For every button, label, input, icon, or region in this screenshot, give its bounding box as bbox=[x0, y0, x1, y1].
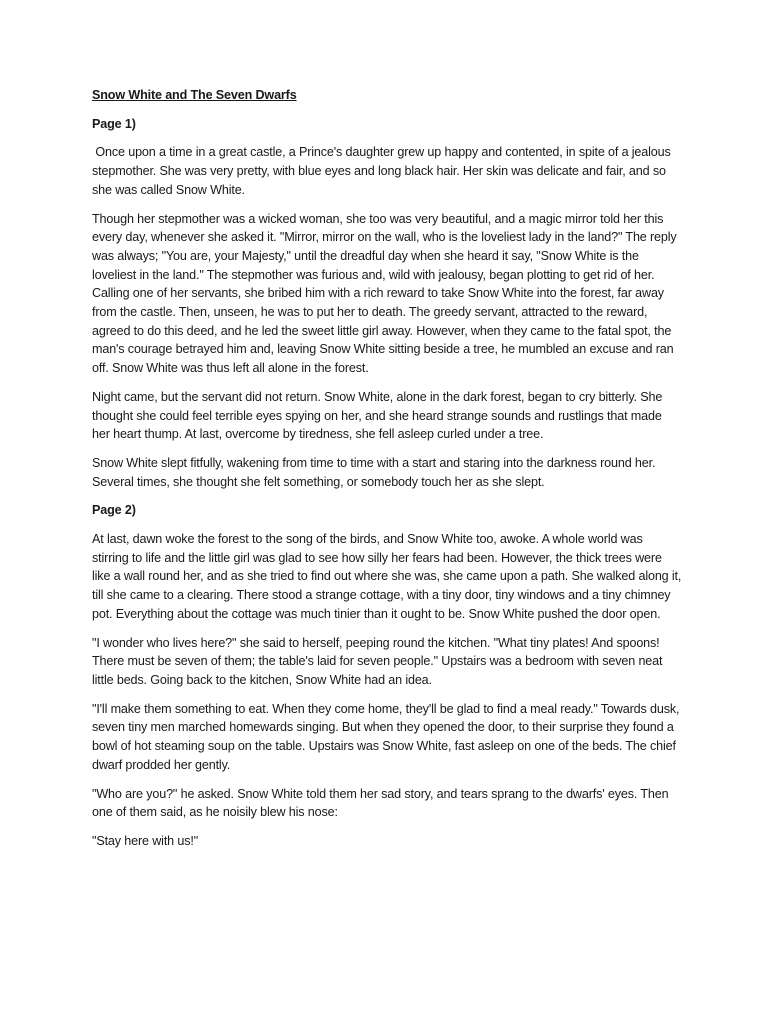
paragraph: "Stay here with us!" bbox=[92, 833, 199, 848]
document-page bbox=[92, 86, 682, 861]
paragraph: Though her stepmother was a wicked woman, she too was very beautiful, and a magic mirror told her this every day, whenever she asked it. "Mirror, mirror on the wall, who is the loveliest lady in the land?" The reply was always; "You are, your Majesty," until the dreadful day when she heard it say, "Snow White is the loveliest in the land." The stepmother was furious and, wild with jealousy, began plotting to get rid of her. Calling one of her servants, she bribed him with a rich reward to take Snow White into the forest, far away from the castle. Then, unseen, he was to put her to death. The greedy servant, attracted to the reward, agreed to do this deed, and he led the sweet little girl away. However, when they came to the fatal spot, the man's courage betrayed him and, leaving Snow White sitting beside a tree, he mumbled an excuse and ran off. Snow White was thus left all alone in the forest. bbox=[92, 211, 677, 376]
paragraph: "I wonder who lives here?" she said to herself, peeping round the kitchen. "What tiny plates! And spoons! There must be seven of them; the table's laid for seven people." Upstairs was a bedroom with seven neat little beds. Going back to the kitchen, Snow White had an idea. bbox=[92, 635, 663, 687]
paragraph: "Who are you?" he asked. Snow White told them her sad story, and tears sprang to the dwarfs' eyes. Then one of them said, as he noisily blew his nose: bbox=[92, 786, 669, 820]
paragraph: "I'll make them something to eat. When they come home, they'll be glad to find a meal ready." Towards dusk, seven tiny men marched homewards singing. But when they opened the door, to their surprise they found a bowl of hot steaming soup on the table. Upstairs was Snow White, fast asleep on one of the beds. The chief dwarf prodded her gently. bbox=[92, 701, 680, 772]
section-label-page-2: Page 2) bbox=[92, 503, 136, 518]
paragraph: Night came, but the servant did not return. Snow White, alone in the dark forest, began to cry bitterly. She thought she could feel terrible eyes spying on her, and she heard strange sounds and rustlings that made her heart thump. At last, overcome by tiredness, she fell asleep curled under a tree. bbox=[92, 389, 663, 442]
paragraph: At last, dawn woke the forest to the song of the birds, and Snow White too, awoke. A whole world was stirring to life and the little girl was glad to see how silly her fears had been. However, the thick trees were like a wall round her, and as she tried to find out where she was, she came upon a path. She walked along it, till she came to a clearing. There stood a strange cottage, with a tiny door, tiny windows and a tiny chimney pot. Everything about the cottage was much tinier than it ought to be. Snow White pushed the door open. bbox=[92, 532, 682, 621]
section-label-page-1: Page 1) bbox=[92, 116, 136, 131]
paragraph: Snow White slept fitfully, wakening from time to time with a start and staring into the darkness round her. Several times, she thought she felt something, or somebody touch her as she slept. bbox=[92, 455, 656, 489]
paragraph bbox=[92, 143, 682, 199]
paragraph-text: Once upon a time in a great castle, a Prince's daughter grew up happy and contented, in spite of a jealous stepmother. She was very pretty, with blue eyes and long black hair. Her skin was delicate and fair, and so she was called Snow White. bbox=[92, 145, 671, 197]
document-title: Snow White and The Seven Dwarfs bbox=[92, 88, 297, 102]
